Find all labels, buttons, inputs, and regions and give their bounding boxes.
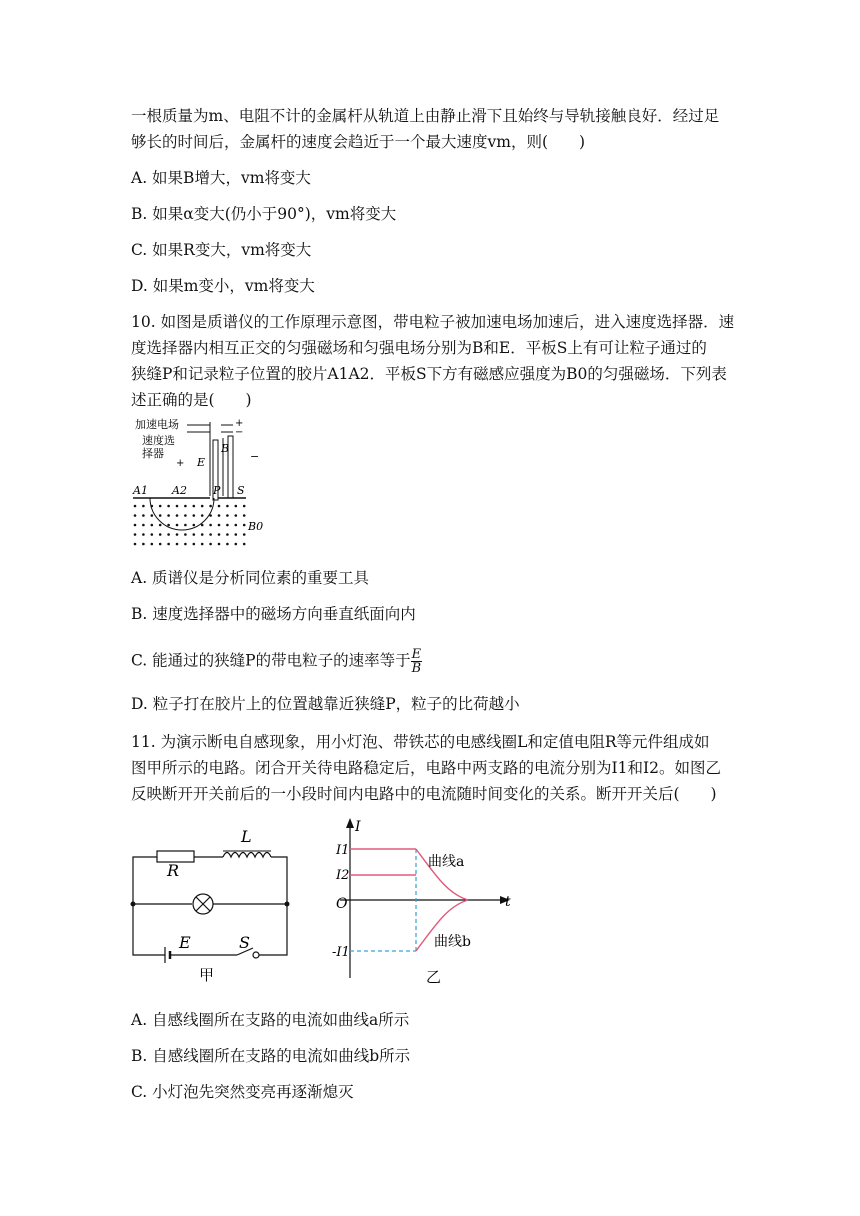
- field-dot: [159, 514, 162, 517]
- label-A1: A1: [133, 484, 148, 497]
- q11-line1: 11. 为演示断电自感现象，用小灯泡、带铁芯的电感线圈L和定值电阻R等元件组成如: [131, 733, 710, 751]
- field-dot: [235, 524, 238, 527]
- q10-line1: 10. 如图是质谱仪的工作原理示意图，带电粒子被加速电场加速后，进入速度选择器．速: [131, 313, 735, 331]
- q10-line3: 狭缝P和记录粒子位置的胶片A1A2．平板S下方有磁感应强度为B0的匀强磁场．下列表: [131, 365, 727, 383]
- field-dot: [176, 543, 179, 546]
- field-dot: [142, 533, 145, 536]
- field-dot: [151, 505, 154, 508]
- field-dot: [193, 533, 196, 536]
- field-dot: [176, 505, 179, 508]
- field-dot: [193, 514, 196, 517]
- field-dot: [226, 505, 229, 508]
- q11-line2: 图甲所示的电路。闭合开关待电路稳定后，电路中两支路的电流分别为I1和I2。如图乙: [131, 759, 721, 777]
- label-S: S: [237, 484, 245, 497]
- field-dot: [167, 543, 170, 546]
- inductor-L: [223, 853, 271, 858]
- field-dot: [134, 533, 137, 536]
- field-dot: [209, 514, 212, 517]
- field-dot: [209, 505, 212, 508]
- plus-sign-top: +: [235, 418, 244, 429]
- q10-line4: 述正确的是( ): [131, 391, 252, 409]
- tick-label-I2: I2: [336, 868, 350, 883]
- fraction-e-over-b: $\frac{E}{B}$: [411, 647, 422, 676]
- field-dot: [243, 514, 246, 517]
- q11-line3: 反映断开开关前后的一小段时间内电路中的电流随时间变化的关系。断开开关后( ): [131, 785, 717, 803]
- field-dot: [176, 524, 179, 527]
- field-dot: [218, 524, 221, 527]
- field-dot: [184, 533, 187, 536]
- field-dot: [235, 533, 238, 536]
- label-A2: A2: [172, 484, 187, 497]
- label-P: P: [213, 484, 221, 497]
- field-dot: [159, 505, 162, 508]
- field-dot: [167, 533, 170, 536]
- field-dot: [167, 505, 170, 508]
- field-dot: [218, 543, 221, 546]
- field-dot: [243, 524, 246, 527]
- field-dot: [134, 514, 137, 517]
- minus-sign-right: −: [250, 450, 260, 463]
- field-dot: [243, 543, 246, 546]
- tick-label-neg-I1: -I1: [332, 945, 350, 960]
- field-dot: [201, 524, 204, 527]
- q9-option-b: B. 如果α变大(仍小于90°)，vm将变大: [131, 205, 397, 223]
- field-dot: [218, 514, 221, 517]
- axis-label-I: I: [355, 819, 361, 835]
- field-dot: [184, 514, 187, 517]
- field-dot: [167, 524, 170, 527]
- label-E: E: [197, 456, 206, 469]
- label-E-circuit: E: [179, 933, 191, 952]
- field-dot: [226, 524, 229, 527]
- field-dot: [218, 533, 221, 536]
- field-dot: [184, 505, 187, 508]
- field-dot: [235, 514, 238, 517]
- field-dot: [142, 514, 145, 517]
- q11-option-c: C. 小灯泡先突然变亮再逐渐熄灭: [131, 1083, 354, 1101]
- label-S-circuit: S: [239, 933, 250, 952]
- label-accel-field: 加速电场: [135, 418, 179, 431]
- q9-option-d: D. 如果m变小，vm将变大: [131, 277, 315, 295]
- caption-yi: 乙: [426, 968, 442, 986]
- field-dot: [235, 543, 238, 546]
- field-dot: [151, 524, 154, 527]
- label-L: L: [241, 827, 252, 846]
- q10-option-b: B. 速度选择器中的磁场方向垂直纸面向内: [131, 605, 416, 623]
- label-selector-2: 择器: [142, 447, 164, 460]
- field-dot: [243, 533, 246, 536]
- q9-line1: 一根质量为m、电阻不计的金属杆从轨道上由静止滑下且始终与导轨接触良好．经过足: [131, 107, 720, 125]
- field-dot: [193, 524, 196, 527]
- field-dot: [209, 533, 212, 536]
- field-dot: [243, 505, 246, 508]
- field-dot: [176, 514, 179, 517]
- field-dot: [235, 505, 238, 508]
- q9-option-c: C. 如果R变大，vm将变大: [131, 241, 312, 259]
- field-dot: [184, 524, 187, 527]
- field-dot: [142, 524, 145, 527]
- field-dot: [201, 543, 204, 546]
- magnetic-field-dots: [134, 505, 246, 546]
- field-dot: [226, 543, 229, 546]
- caption-jia: 甲: [199, 966, 215, 984]
- field-dot: [201, 505, 204, 508]
- field-dot: [167, 514, 170, 517]
- curve-a-label: 曲线a: [428, 854, 465, 870]
- field-dot: [193, 505, 196, 508]
- label-B0: B0: [248, 520, 264, 533]
- label-selector-1: 速度选: [142, 434, 175, 447]
- field-dot: [226, 514, 229, 517]
- label-R: R: [167, 861, 180, 880]
- mass-spectrometer-figure: [130, 412, 270, 554]
- field-dot: [184, 543, 187, 546]
- q10-line2: 度选择器内相互正交的匀强磁场和匀强电场分别为B和E．平板S上有可让粒子通过的: [131, 339, 707, 357]
- field-dot: [142, 505, 145, 508]
- field-dot: [151, 533, 154, 536]
- q10-option-a: A. 质谱仪是分析同位素的重要工具: [131, 569, 370, 587]
- q10-option-c: [131, 648, 422, 675]
- field-dot: [226, 533, 229, 536]
- field-dot: [209, 524, 212, 527]
- q9-line2: 够长的时间后，金属杆的速度会趋近于一个最大速度vm，则( ): [131, 133, 586, 151]
- origin-label: O: [336, 896, 348, 912]
- field-dot: [193, 543, 196, 546]
- field-dot: [209, 543, 212, 546]
- field-dot: [134, 505, 137, 508]
- q10-option-c-text: C. 能通过的狭缝P的带电粒子的速率等于: [131, 651, 411, 670]
- curve-b-label: 曲线b: [434, 934, 471, 950]
- q9-option-a: A. 如果B增大，vm将变大: [131, 169, 311, 187]
- circuit-diagram: [125, 822, 300, 984]
- tick-label-I1: I1: [336, 843, 350, 858]
- minus-sign-top: −: [235, 427, 244, 438]
- field-dot: [159, 543, 162, 546]
- field-dot: [151, 514, 154, 517]
- field-dot: [159, 524, 162, 527]
- field-dot: [218, 505, 221, 508]
- field-dot: [201, 533, 204, 536]
- field-dot: [134, 524, 137, 527]
- q11-option-a: A. 自感线圈所在支路的电流如曲线a所示: [131, 1011, 410, 1029]
- field-dot: [142, 543, 145, 546]
- q10-option-d: D. 粒子打在胶片上的位置越靠近狭缝P，粒子的比荷越小: [131, 695, 520, 713]
- field-dot: [159, 533, 162, 536]
- field-dot: [201, 514, 204, 517]
- field-dot: [176, 533, 179, 536]
- field-dot: [151, 543, 154, 546]
- current-time-graph: [330, 816, 520, 986]
- q11-option-b: B. 自感线圈所在支路的电流如曲线b所示: [131, 1047, 411, 1065]
- axis-label-t: t: [505, 894, 511, 910]
- plus-sign-left: +: [176, 458, 185, 469]
- label-B: B: [221, 442, 230, 455]
- field-dot: [134, 543, 137, 546]
